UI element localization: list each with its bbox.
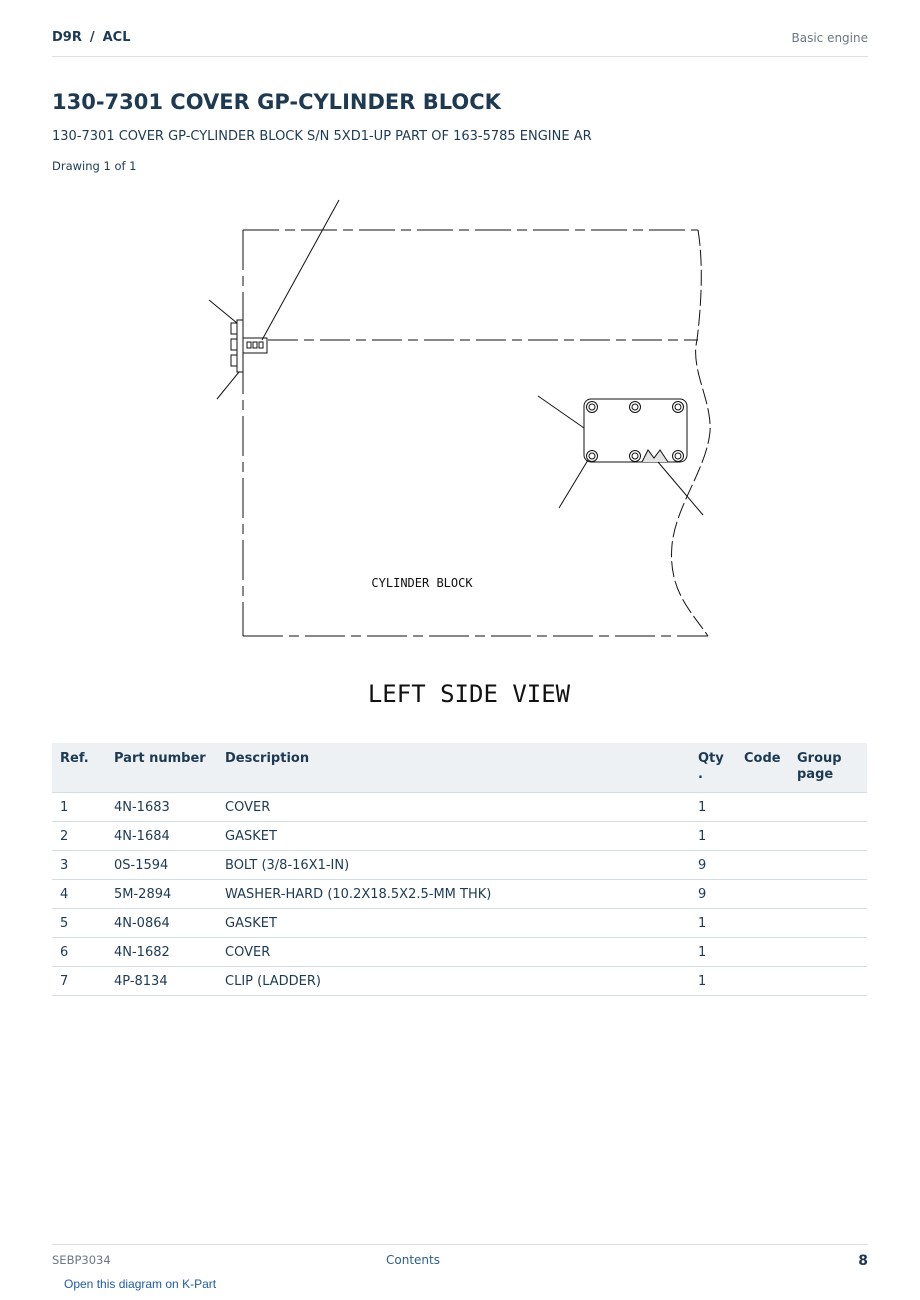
column-header-group-page: Group page [789, 743, 867, 793]
row-code [736, 880, 789, 909]
row-qty: 9 [690, 851, 736, 880]
row-description: WASHER-HARD (10.2X18.5X2.5-MM THK) [217, 880, 690, 909]
column-header-qty: Qty . [690, 743, 736, 793]
row-group-page [789, 938, 867, 967]
document-id: SEBP3034 [52, 1253, 111, 1267]
parts-table [52, 743, 867, 996]
column-header-description: Description [217, 743, 690, 793]
table-row [52, 851, 867, 880]
page-subtitle: 130-7301 COVER GP-CYLINDER BLOCK S/N 5XD1-UP PART OF 163-5785 ENGINE AR [52, 129, 592, 144]
row-description: CLIP (LADDER) [217, 967, 690, 996]
breadcrumb-model[interactable]: D9R [52, 30, 82, 45]
column-header-ref: Ref. [52, 743, 106, 793]
cover-clip [642, 450, 668, 462]
block-label: CYLINDER BLOCK [371, 576, 473, 590]
row-qty: 1 [690, 822, 736, 851]
row-ref: 6 [52, 938, 106, 967]
breadcrumb-variant[interactable]: ACL [102, 30, 131, 45]
row-ref: 4 [52, 880, 106, 909]
page-header [52, 28, 868, 57]
drawing-count: Drawing 1 of 1 [52, 159, 137, 173]
row-description: BOLT (3/8-16X1-IN) [217, 851, 690, 880]
row-qty: 1 [690, 909, 736, 938]
table-row [52, 967, 867, 996]
row-group-page [789, 822, 867, 851]
footer-divider [52, 1244, 868, 1245]
row-part-number: 4N-0864 [106, 909, 217, 938]
row-qty: 9 [690, 880, 736, 909]
view-label: LEFT SIDE VIEW [367, 680, 571, 708]
left-flange [237, 320, 243, 372]
row-group-page [789, 909, 867, 938]
row-code [736, 822, 789, 851]
breadcrumb [52, 30, 131, 45]
row-qty: 1 [690, 967, 736, 996]
row-ref: 2 [52, 822, 106, 851]
row-part-number: 4N-1684 [106, 822, 217, 851]
row-description: GASKET [217, 909, 690, 938]
row-ref: 1 [52, 793, 106, 822]
row-ref: 3 [52, 851, 106, 880]
row-part-number: 4P-8134 [106, 967, 217, 996]
table-row [52, 793, 867, 822]
contents-link[interactable]: Contents [386, 1253, 440, 1267]
breadcrumb-separator: / [89, 30, 95, 45]
row-code [736, 793, 789, 822]
table-header-row [52, 743, 867, 793]
page-number: 8 [858, 1253, 868, 1269]
column-header-code: Code [736, 743, 789, 793]
parts-diagram [0, 180, 920, 720]
row-group-page [789, 793, 867, 822]
row-part-number: 4N-1682 [106, 938, 217, 967]
row-qty: 1 [690, 793, 736, 822]
page-title: 130-7301 COVER GP-CYLINDER BLOCK [52, 90, 501, 114]
row-description: COVER [217, 938, 690, 967]
row-part-number: 5M-2894 [106, 880, 217, 909]
row-code [736, 967, 789, 996]
row-group-page [789, 851, 867, 880]
row-description: GASKET [217, 822, 690, 851]
row-qty: 1 [690, 938, 736, 967]
row-ref: 7 [52, 967, 106, 996]
open-kpart-link[interactable]: Open this diagram on K-Part [64, 1277, 217, 1291]
table-row [52, 822, 867, 851]
table-row [52, 938, 867, 967]
row-description: COVER [217, 793, 690, 822]
section-name: Basic engine [791, 31, 868, 45]
row-code [736, 938, 789, 967]
row-part-number: 4N-1683 [106, 793, 217, 822]
row-code [736, 851, 789, 880]
row-part-number: 0S-1594 [106, 851, 217, 880]
row-group-page [789, 967, 867, 996]
column-header-part-number: Part number [106, 743, 217, 793]
table-row [52, 880, 867, 909]
row-ref: 5 [52, 909, 106, 938]
block-break-line [672, 230, 711, 636]
table-row [52, 909, 867, 938]
row-group-page [789, 880, 867, 909]
row-code [736, 909, 789, 938]
